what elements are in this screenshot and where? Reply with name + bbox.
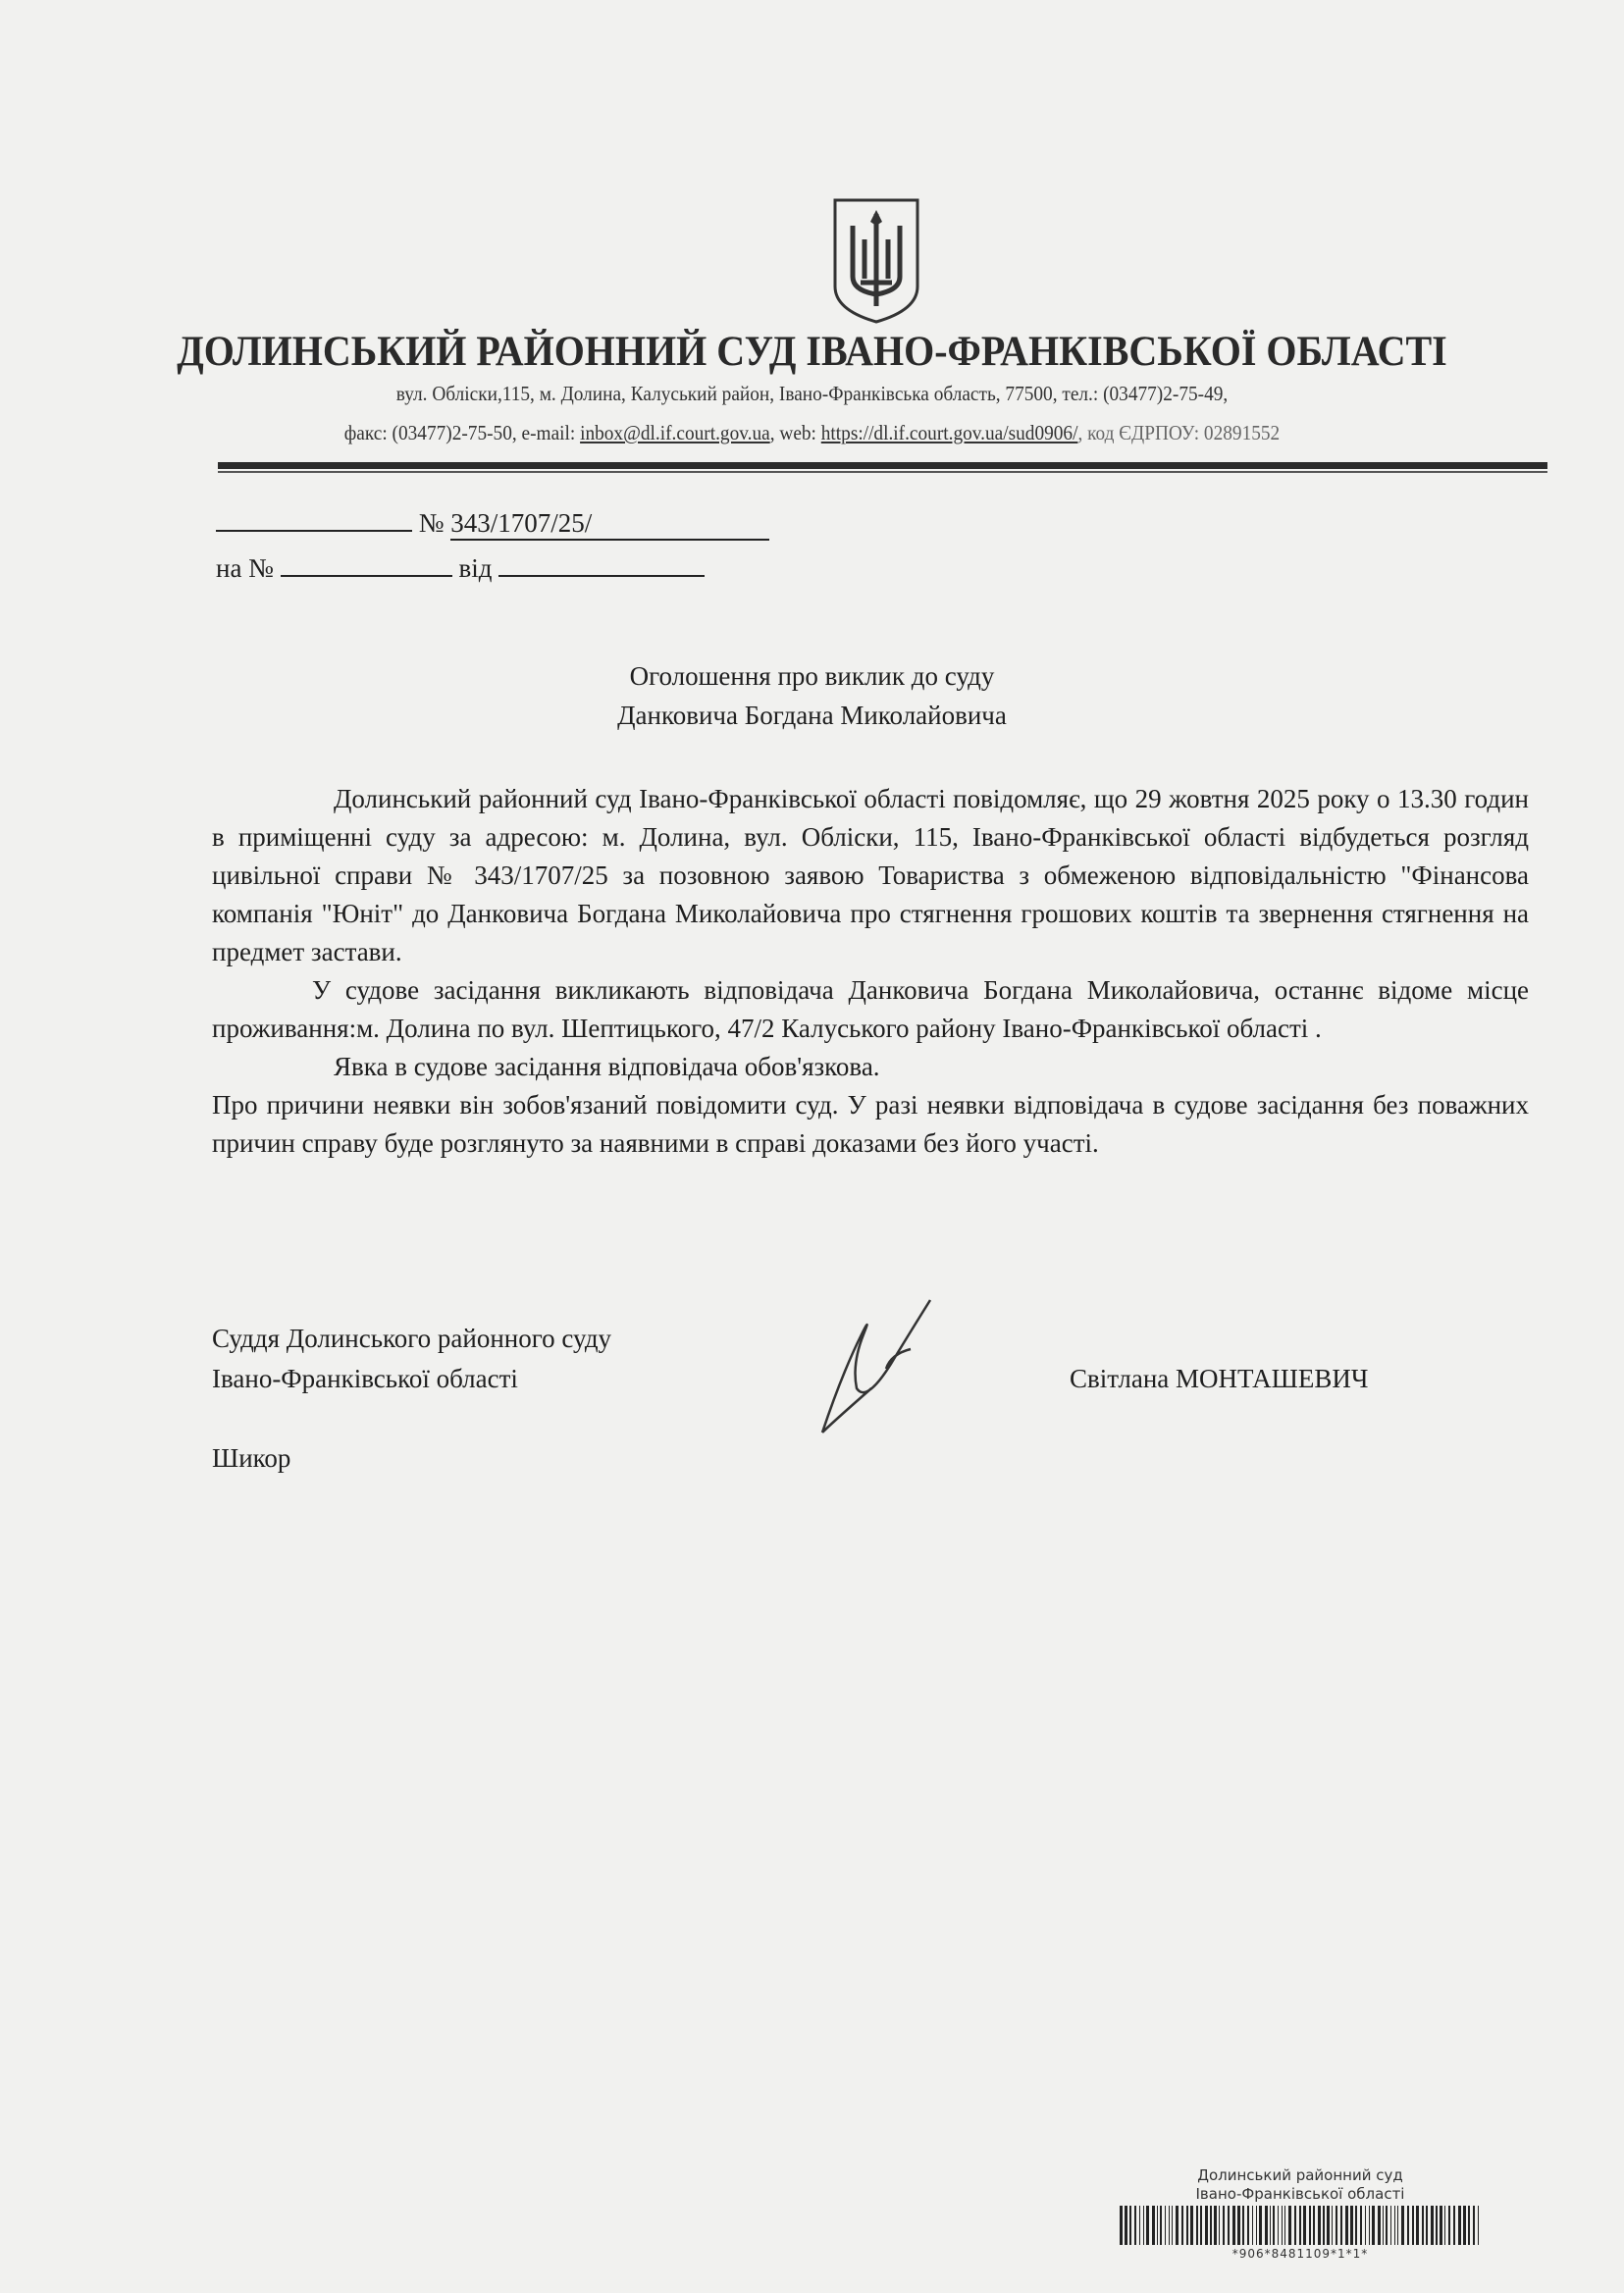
barcode-bar bbox=[1252, 2206, 1253, 2245]
barcode-bar bbox=[1390, 2206, 1391, 2245]
number-label: № bbox=[418, 508, 445, 538]
position-line1: Суддя Долинського районного суду bbox=[212, 1324, 612, 1353]
barcode-bar bbox=[1146, 2206, 1149, 2245]
barcode-bar bbox=[1426, 2206, 1428, 2245]
barcode-bar bbox=[1160, 2206, 1162, 2245]
barcode-bar bbox=[1394, 2206, 1395, 2245]
barcode-bar bbox=[1273, 2206, 1275, 2245]
barcode-bar bbox=[1265, 2206, 1268, 2245]
barcode-bar bbox=[1210, 2206, 1212, 2245]
barcode-bar bbox=[1143, 2206, 1144, 2245]
barcode-bar bbox=[1378, 2206, 1381, 2245]
barcode-bar bbox=[1372, 2206, 1375, 2245]
barcode-bar bbox=[1407, 2206, 1409, 2245]
barcode-bar bbox=[1448, 2206, 1450, 2245]
barcode-bar bbox=[1247, 2206, 1249, 2245]
barcode-bar bbox=[1453, 2206, 1455, 2245]
barcode-bar bbox=[1458, 2206, 1461, 2245]
barcode-bar bbox=[1205, 2206, 1208, 2245]
barcode-bar bbox=[1369, 2206, 1370, 2245]
paragraph-3: Явка в судове засідання відповідача обов'язкова. bbox=[334, 1052, 880, 1081]
judge-name: Світлана МОНТАШЕВИЧ bbox=[1070, 1364, 1369, 1393]
barcode-bar bbox=[1468, 2206, 1470, 2245]
header-rule bbox=[218, 462, 1547, 469]
barcode-bar bbox=[1120, 2206, 1123, 2245]
barcode-bar bbox=[1478, 2206, 1479, 2245]
signature-image bbox=[812, 1295, 960, 1442]
blank-line bbox=[281, 575, 452, 577]
barcode-bar bbox=[1350, 2206, 1353, 2245]
barcode-bar bbox=[1242, 2206, 1244, 2245]
court-contacts bbox=[65, 421, 1559, 445]
barcode-bar bbox=[1284, 2206, 1285, 2245]
barcode-bar bbox=[1157, 2206, 1158, 2245]
barcode-bar bbox=[1440, 2206, 1442, 2245]
barcode-bar bbox=[1397, 2206, 1398, 2245]
coat-of-arms-icon bbox=[831, 196, 921, 326]
barcode-bar bbox=[1318, 2206, 1321, 2245]
registration-stamp bbox=[1070, 2166, 1531, 2264]
header-rule-thin bbox=[218, 471, 1547, 473]
barcode-bar bbox=[1313, 2206, 1315, 2245]
barcode-bar bbox=[1386, 2206, 1388, 2245]
barcode-bar bbox=[1129, 2206, 1131, 2245]
barcode-bar bbox=[1232, 2206, 1235, 2245]
barcode-bar bbox=[1270, 2206, 1271, 2245]
barcode-bar bbox=[1200, 2206, 1202, 2245]
blank-line bbox=[498, 575, 705, 577]
case-number: 343/1707/25/ bbox=[450, 508, 769, 541]
stamp-line2: Івано-Франківської області bbox=[1195, 2185, 1405, 2203]
web-link[interactable]: https://dl.if.court.gov.ua/sud0906/ bbox=[820, 421, 1078, 444]
position-line2: Івано-Франківської області bbox=[212, 1364, 518, 1393]
edrpou-code: , код ЄДРПОУ: 02891552 bbox=[1077, 421, 1281, 444]
stamp-line1: Долинський районний суд bbox=[1197, 2166, 1403, 2184]
barcode-bar bbox=[1309, 2206, 1311, 2245]
barcode-bar bbox=[1282, 2206, 1283, 2245]
date-label: від bbox=[458, 553, 493, 583]
barcode-bar bbox=[1288, 2206, 1291, 2245]
barcode-bar bbox=[1355, 2206, 1357, 2245]
barcode-bar bbox=[1196, 2206, 1198, 2245]
paragraph-4: Про причини неявки він зобов'язаний повідомити суд. У разі неявки відповідача в судове засідання без поважних причин справу буде розглянуто за наявними в справі доказами без його участі. bbox=[212, 1090, 1529, 1158]
barcode-bar bbox=[1336, 2206, 1337, 2245]
barcode-bar bbox=[1463, 2206, 1466, 2245]
email-link[interactable]: inbox@dl.if.court.gov.ua bbox=[580, 421, 770, 444]
barcode-bar bbox=[1340, 2206, 1342, 2245]
barcode-bar bbox=[1412, 2206, 1414, 2245]
paragraph-2: У судове засідання викликають відповідача Данковича Богдана Миколайовича, останнє відоме місце проживання:м. Долина по вул. Шептицького, 47/2 Калуського району Івано-Франківської області . bbox=[212, 975, 1529, 1043]
barcode-bar bbox=[1152, 2206, 1155, 2245]
in-reply-label: на № bbox=[216, 553, 274, 583]
barcode-bar bbox=[1223, 2206, 1225, 2245]
barcode-bar bbox=[1303, 2206, 1306, 2245]
barcode-bar bbox=[1125, 2206, 1127, 2245]
barcode-bar bbox=[1431, 2206, 1434, 2245]
web-label: , web: bbox=[769, 421, 821, 444]
barcode-bar bbox=[1228, 2206, 1230, 2245]
barcode-bar bbox=[1345, 2206, 1348, 2245]
court-name: ДОЛИНСЬКИЙ РАЙОННИЙ СУД ІВАНО-ФРАНКІВСЬКОЇ ОБЛАСТІ bbox=[177, 329, 1447, 375]
barcode-bar bbox=[1323, 2206, 1325, 2245]
barcode-bar bbox=[1214, 2206, 1217, 2245]
barcode-bar bbox=[1383, 2206, 1384, 2245]
barcode-bar bbox=[1422, 2206, 1424, 2245]
barcode-bar bbox=[1365, 2206, 1366, 2245]
document-body bbox=[212, 780, 1529, 1163]
barcode-bar bbox=[1181, 2206, 1183, 2245]
barcode-bar bbox=[1444, 2206, 1445, 2245]
barcode-bar bbox=[1219, 2206, 1220, 2245]
paragraph-1: Долинський районний суд Івано-Франківської області повідомляє, що 29 жовтня 2025 року о 13.30 годин в приміщенні суду за адресою: м. Долина, вул. Обліски, 115, Івано-Франківської області відбудеться розгляд цивільної справи № 343/1707/25 за позовною заявою Товариства з обмеженою відповідальністю "Фінансова компанія "Юніт" до Данковича Богдана Миколайовича про стягнення грошових коштів та звернення стягнення на предмет застави. bbox=[212, 784, 1529, 966]
barcode-bar bbox=[1278, 2206, 1279, 2245]
barcode-bar bbox=[1176, 2206, 1179, 2245]
barcode-bar bbox=[1169, 2206, 1170, 2245]
heading-line2: Данковича Богдана Миколайовича bbox=[617, 701, 1007, 730]
blank-line bbox=[216, 530, 412, 532]
barcode-bar bbox=[1401, 2206, 1404, 2245]
judge-position bbox=[212, 1319, 611, 1399]
barcode-bar bbox=[1139, 2206, 1140, 2245]
barcode-bar bbox=[1190, 2206, 1193, 2245]
barcode-bar bbox=[1436, 2206, 1438, 2245]
incoming-reference bbox=[216, 553, 705, 584]
barcode bbox=[1070, 2206, 1531, 2245]
barcode-bar bbox=[1332, 2206, 1333, 2245]
barcode-bar bbox=[1259, 2206, 1262, 2245]
heading-line1: Оголошення про виклик до суду bbox=[629, 661, 995, 691]
barcode-bar bbox=[1237, 2206, 1240, 2245]
barcode-bar bbox=[1360, 2206, 1362, 2245]
barcode-text: *906*8481109*1*1* bbox=[1231, 2247, 1369, 2261]
barcode-bar bbox=[1165, 2206, 1166, 2245]
barcode-bar bbox=[1327, 2206, 1330, 2245]
barcode-bar bbox=[1473, 2206, 1475, 2245]
barcode-bar bbox=[1134, 2206, 1136, 2245]
barcode-bar bbox=[1172, 2206, 1173, 2245]
executor-name: Шикор bbox=[212, 1443, 291, 1473]
barcode-bar bbox=[1256, 2206, 1257, 2245]
barcode-bar bbox=[1299, 2206, 1301, 2245]
barcode-bar bbox=[1186, 2206, 1188, 2245]
barcode-bar bbox=[1416, 2206, 1419, 2245]
fax: факс: (03477)2-75-50, e-mail: bbox=[343, 421, 581, 444]
court-address: вул. Обліски,115, м. Долина, Калуський район, Івано-Франківська область, 77500, тел.: (03477)2-75-49, bbox=[395, 382, 1229, 405]
outgoing-number bbox=[216, 508, 769, 541]
barcode-bar bbox=[1294, 2206, 1296, 2245]
